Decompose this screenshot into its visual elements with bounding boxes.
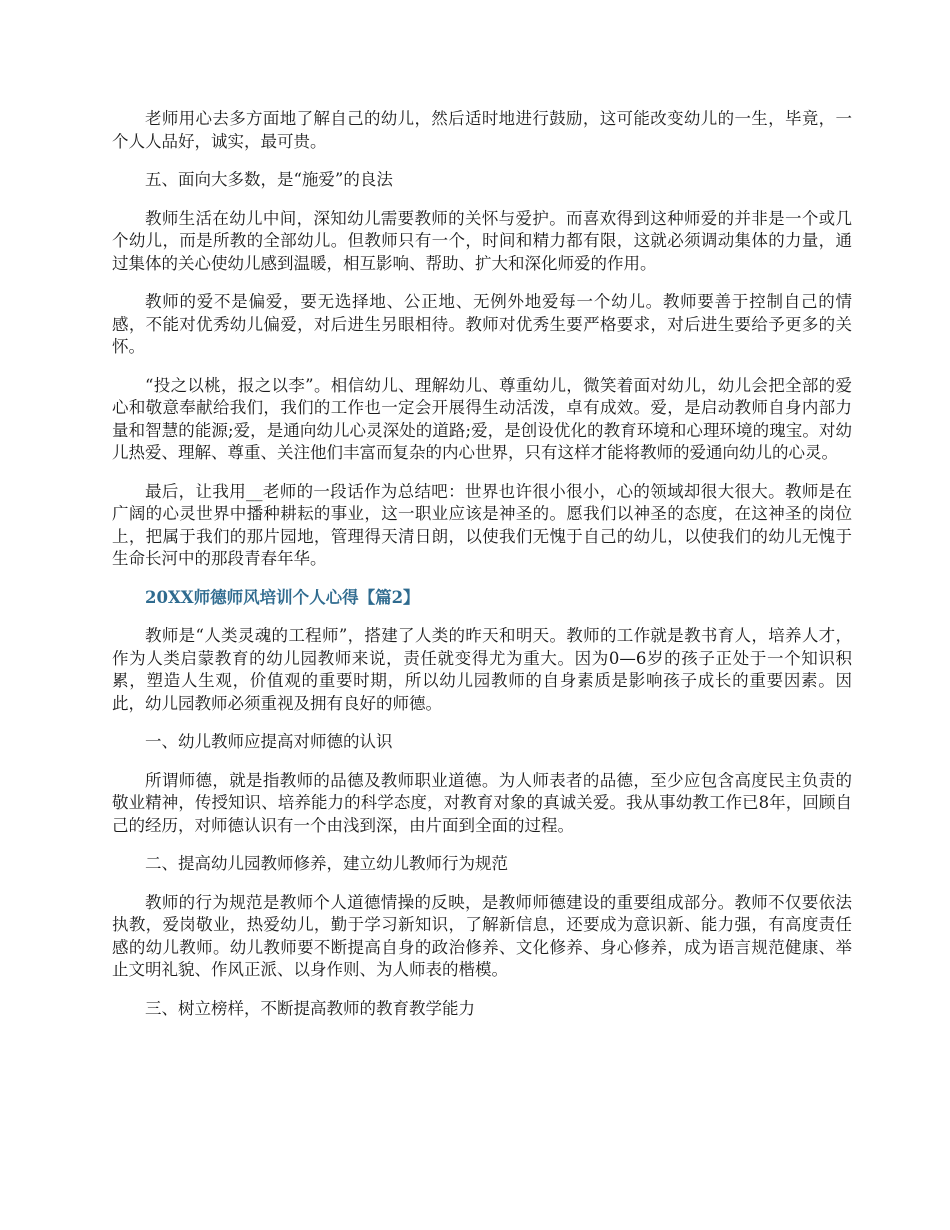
paragraph: 最后，让我用__老师的一段话作为总结吧：世界也许很小很小，心的领域却很大很大。教师是在广阔的心灵世界中播种耕耘的事业，这一职业应该是神圣的。愿我们以神圣的态度，在这神圣的岗位上，把属于我们的那片园地，管理得天清日朗，以使我们无愧于自己的幼儿，以使我们的幼儿无愧于生命长河中的那段青春年华。 bbox=[112, 481, 852, 568]
subheading: 二、提高幼儿园教师修养，建立幼儿教师行为规范 bbox=[145, 854, 508, 873]
document-body bbox=[112, 108, 852, 1036]
paragraph: 教师是“人类灵魂的工程师”，搭建了人类的昨天和明天。教师的工作就是教书育人，培养人才，作为人类启蒙教育的幼儿园教师来说，责任就变得尤为重大。因为0—6岁的孩子正处于一个知识积累，塑造人生观，价值观的重要时期，所以幼儿园教师的自身素质是影响孩子成长的重要因素。因此，幼儿园教师必须重视及拥有良好的师德。 bbox=[112, 626, 852, 713]
subheading: 一、幼儿教师应提高对师德的认识 bbox=[145, 732, 393, 751]
subheading: 五、面向大多数，是“施爱”的良法 bbox=[145, 170, 393, 189]
subheading: 三、树立榜样，不断提高教师的教育教学能力 bbox=[145, 998, 475, 1018]
paragraph: 教师的行为规范是教师个人道德情操的反映，是教师师德建设的重要组成部分。教师不仅要依法执教，爱岗敬业，热爱幼儿，勤于学习新知识，了解新信息，还要成为意识新、能力强，有高度责任感的幼儿教师。幼儿教师要不断提高自身的政治修养、文化修养、身心修养，成为语言规范健康、举止文明礼貌、作风正派、以身作则、为人师表的楷模。 bbox=[112, 892, 852, 979]
paragraph: 老师用心去多方面地了解自己的幼儿，然后适时地进行鼓励，这可能改变幼儿的一生，毕竟，一个人人品好，诚实，最可贵。 bbox=[112, 109, 852, 151]
paragraph: “投之以桃，报之以李”。相信幼儿、理解幼儿、尊重幼儿，微笑着面对幼儿，幼儿会把全部的爱心和敬意奉献给我们，我们的工作也一定会开展得生动活泼，卓有成效。爱，是启动教师自身内部力量和智慧的能源;爱，是通向幼儿心灵深处的道路;爱，是创设优化的教育环境和心理环境的瑰宝。对幼儿热爱、理解、尊重、关注他们丰富而复杂的内心世界，只有这样才能将教师的爱通向幼儿的心灵。 bbox=[112, 375, 852, 462]
paragraph: 所谓师德，就是指教师的品德及教师职业道德。为人师表者的品德，至少应包含高度民主负责的敬业精神，传授知识、培养能力的科学态度，对教育对象的真诚关爱。我从事幼教工作已8年，回顾自己的经历，对师德认识有一个由浅到深，由片面到全面的过程。 bbox=[112, 770, 852, 835]
paragraph: 教师的爱不是偏爱，要无选择地、公正地、无例外地爱每一个幼儿。教师要善于控制自己的情感，不能对优秀幼儿偏爱，对后进生另眼相待。教师对优秀生要严格要求，对后进生要给予更多的关怀。 bbox=[112, 292, 852, 356]
paragraph: 教师生活在幼儿中间，深知幼儿需要教师的关怀与爱护。而喜欢得到这种师爱的并非是一个或几个幼儿，而是所教的全部幼儿。但教师只有一个，时间和精力都有限，这就必须调动集体的力量，通过集体的关心使幼儿感到温暖，相互影响、帮助、扩大和深化师爱的作用。 bbox=[112, 208, 852, 273]
section-title: 20XX师德师风培训个人心得【篇2】 bbox=[145, 587, 420, 607]
